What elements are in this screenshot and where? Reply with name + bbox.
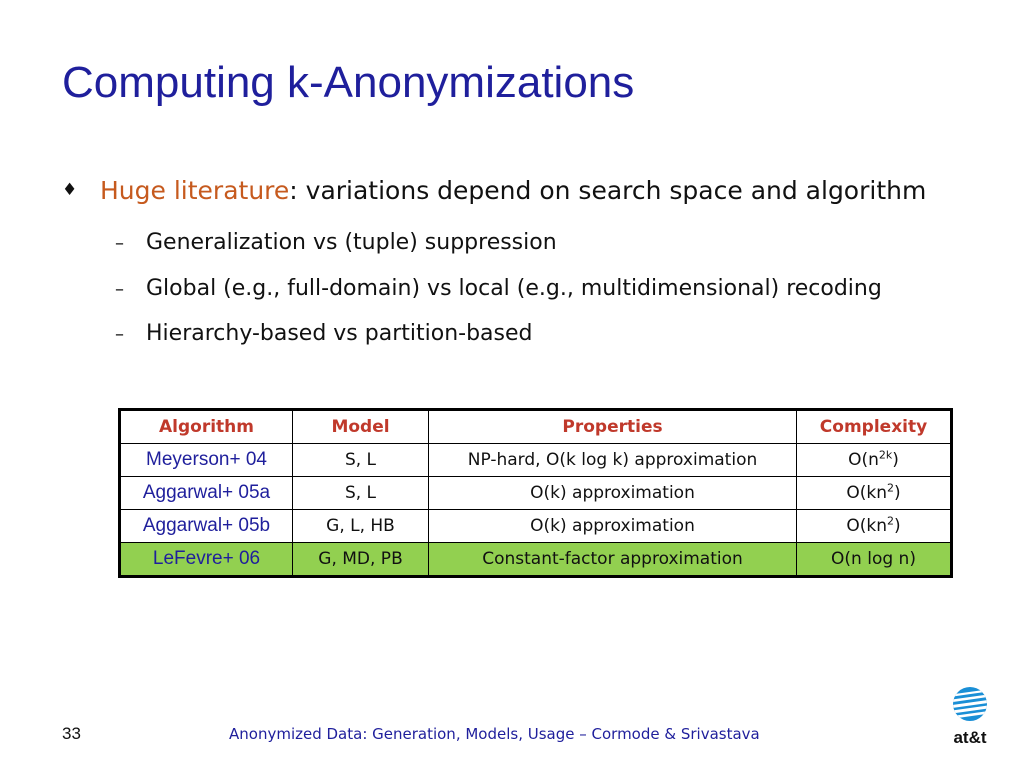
complexity-cell [797,510,952,543]
model-cell: S, L [293,444,429,477]
algorithm-table [118,408,953,578]
bullet-highlight: Huge literature [100,176,290,205]
complexity-cell [797,477,952,510]
complexity-base: O(n [848,450,879,470]
complexity-cell [797,543,952,577]
dash-bullet-icon: – [115,279,124,300]
dash-bullet-icon: – [115,324,124,345]
slide-title: Computing k-Anonymizations [62,58,635,107]
table-row [120,510,952,543]
header-algorithm: Algorithm [120,410,293,444]
table-row [120,444,952,477]
algorithm-cell: Meyerson+ 04 [120,444,293,477]
model-cell: G, L, HB [293,510,429,543]
subbullet-text: Global (e.g., full-domain) vs local (e.g., multidimensional) recoding [146,276,882,301]
complexity-end: ) [892,450,899,470]
table-header-row [120,410,952,444]
logo-text: at&t [953,728,987,747]
properties-cell: NP-hard, O(k log k) approximation [429,444,797,477]
complexity-end: ) [894,483,901,503]
complexity-sup: 2 [887,514,894,528]
bullet-text [100,176,926,205]
algorithm-cell: LeFevre+ 06 [120,543,293,577]
properties-cell: Constant-factor approximation [429,543,797,577]
model-cell: S, L [293,477,429,510]
att-logo [946,686,994,750]
header-model: Model [293,410,429,444]
complexity-cell [797,444,952,477]
subbullet-text: Generalization vs (tuple) suppression [146,230,557,255]
bullet-rest: : variations depend on search space and algorithm [289,176,927,205]
properties-cell: O(k) approximation [429,510,797,543]
diamond-bullet-icon: ♦ [62,180,78,200]
algorithm-cell: Aggarwal+ 05a [120,477,293,510]
model-cell: G, MD, PB [293,543,429,577]
complexity-sup: 2k [878,448,893,462]
complexity-base: O(kn [846,516,887,536]
table-row-highlighted [120,543,952,577]
table-row [120,477,952,510]
page-number: 33 [62,724,81,743]
subbullet-text: Hierarchy-based vs partition-based [146,321,533,346]
algorithm-cell: Aggarwal+ 05b [120,510,293,543]
complexity-base: O(n log n) [831,549,916,569]
complexity-end: ) [894,516,901,536]
complexity-base: O(kn [846,483,887,503]
footer-text: Anonymized Data: Generation, Models, Usage – Cormode & Srivastava [229,725,760,743]
header-complexity: Complexity [797,410,952,444]
dash-bullet-icon: – [115,233,124,254]
header-properties: Properties [429,410,797,444]
att-globe-icon [952,686,988,722]
properties-cell: O(k) approximation [429,477,797,510]
complexity-sup: 2 [887,481,894,495]
